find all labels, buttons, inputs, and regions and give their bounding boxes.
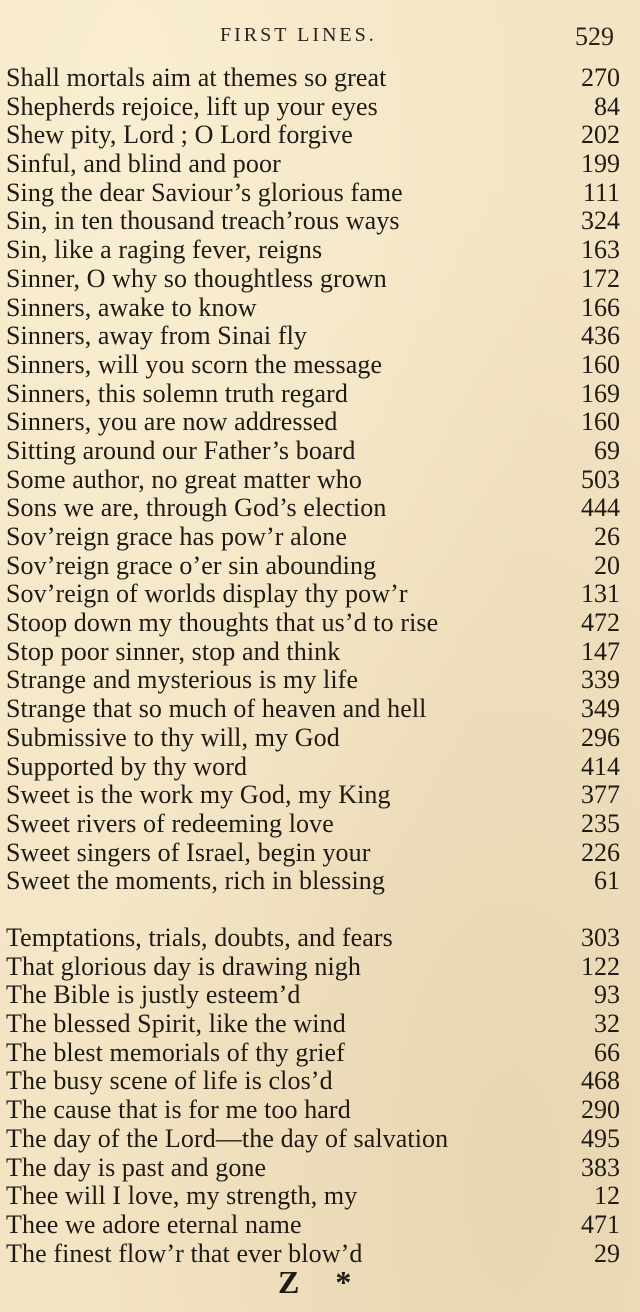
first-line-text: Temptations, trials, doubts, and fears (6, 923, 393, 952)
page-number: 529 (575, 22, 614, 51)
hymn-number: 290 (581, 1095, 620, 1125)
index-entry (6, 1125, 620, 1154)
hymn-number: 172 (581, 263, 620, 293)
index-entry (6, 523, 620, 552)
index-entry (6, 1010, 620, 1039)
hymn-number: 66 (594, 1037, 620, 1067)
hymn-number: 202 (581, 120, 620, 150)
first-line-text: Supported by thy word (6, 751, 248, 781)
hymn-number: 503 (581, 464, 620, 494)
hymn-number: 436 (581, 321, 620, 351)
hymn-number: 131 (581, 579, 620, 609)
hymn-number: 160 (581, 407, 620, 437)
hymn-number: 163 (581, 235, 620, 265)
first-line-text: Submissive to thy will, my God (6, 722, 340, 752)
first-line-text: Strange and mysterious is my life (6, 665, 359, 695)
hymn-number: 93 (594, 980, 620, 1010)
hymn-number: 147 (581, 636, 620, 666)
hymn-number: 111 (582, 177, 620, 207)
index-entry (6, 1039, 620, 1068)
hymn-number: 444 (581, 493, 620, 523)
first-line-text: Sinners, you are now addressed (6, 407, 338, 437)
first-line-text: The busy scene of life is clos’d (6, 1066, 333, 1096)
index-entry (6, 1182, 620, 1211)
first-line-text: The Bible is justly esteem’d (6, 980, 301, 1010)
first-line-text: Sweet the moments, rich in blessing (6, 866, 386, 896)
index-entry (6, 380, 620, 409)
first-line-text: Shepherds rejoice, lift up your eyes (6, 91, 378, 121)
hymn-number: 32 (594, 1009, 620, 1039)
running-title: FIRST LINES. (220, 24, 377, 46)
index-entry (6, 408, 620, 437)
first-line-text: Sov’reign grace has pow’r alone (6, 522, 347, 551)
hymn-number: 122 (581, 951, 620, 981)
hymn-number: 169 (581, 378, 620, 408)
index-entry (6, 1096, 620, 1125)
first-line-text: Sin, in ten thousand treach’rous ways (6, 206, 400, 236)
first-line-text: Sov’reign of worlds display thy pow’r (6, 579, 408, 609)
first-line-text: Sweet is the work my God, my King (6, 780, 391, 810)
hymn-number: 20 (594, 550, 620, 580)
hymn-number: 468 (581, 1066, 620, 1096)
first-line-text: Sinner, O why so thoughtless grown (6, 263, 387, 293)
hymn-number: 235 (581, 808, 620, 838)
index-entry (6, 466, 620, 495)
index-entry (6, 494, 620, 523)
index-entry (6, 121, 620, 150)
index-entry (6, 322, 620, 351)
first-line-text: Shew pity, Lord ; O Lord forgive (6, 120, 353, 150)
index-entry (6, 351, 620, 380)
hymn-number: 61 (594, 866, 620, 896)
index-entry (6, 609, 620, 638)
first-lines-index-t (6, 924, 620, 1268)
first-line-text: Sing the dear Saviour’s glorious fame (6, 177, 403, 207)
index-entry (6, 1154, 620, 1183)
hymn-number: 84 (594, 91, 620, 121)
first-line-text: Some author, no great matter who (6, 464, 362, 494)
index-entry (6, 64, 620, 93)
index-entry (6, 552, 620, 581)
index-entry (6, 236, 620, 265)
page-header (0, 22, 640, 52)
index-entry (6, 867, 620, 896)
hymn-number: 160 (581, 349, 620, 379)
first-line-text: Sinners, away from Sinai fly (6, 321, 308, 351)
index-entry (6, 93, 620, 122)
hymn-number: 383 (581, 1152, 620, 1182)
hymn-number: 472 (581, 608, 620, 638)
hymn-number: 349 (581, 694, 620, 724)
first-line-text: Stoop down my thoughts that us’d to rise (6, 608, 439, 638)
hymn-number: 29 (594, 1238, 620, 1268)
hymn-number: 377 (581, 780, 620, 810)
index-entry (6, 839, 620, 868)
first-line-text: The day is past and gone (6, 1152, 267, 1182)
index-entry (6, 810, 620, 839)
hymn-number: 199 (581, 149, 620, 179)
first-line-text: Sons we are, through God’s election (6, 493, 387, 523)
index-entry (6, 1067, 620, 1096)
index-entry (6, 753, 620, 782)
first-line-text: Strange that so much of heaven and hell (6, 694, 427, 724)
hymn-number: 495 (581, 1123, 620, 1153)
first-line-text: Sinners, will you scorn the message (6, 349, 383, 379)
hymn-number: 166 (581, 292, 620, 322)
index-entry (6, 580, 620, 609)
index-entry (6, 695, 620, 724)
index-entry (6, 294, 620, 323)
first-line-text: Sinful, and blind and poor (6, 149, 281, 179)
first-line-text: Sitting around our Father’s board (6, 435, 356, 465)
hymn-number: 226 (581, 837, 620, 867)
index-entry (6, 207, 620, 236)
first-line-text: Sweet singers of Israel, begin your (6, 837, 371, 867)
first-line-text: Sinners, awake to know (6, 292, 257, 322)
index-entry (6, 179, 620, 208)
first-line-text: The blest memorials of thy grief (6, 1037, 345, 1067)
index-entry (6, 638, 620, 667)
first-line-text: Thee will I love, my strength, my (6, 1181, 358, 1211)
hymn-number: 414 (581, 751, 620, 781)
signature-mark: Z * (278, 1264, 366, 1300)
hymn-number: 296 (581, 722, 620, 752)
hymn-number: 339 (581, 665, 620, 695)
index-entry (6, 724, 620, 753)
first-line-text: The day of the Lord—the day of salvation (6, 1123, 449, 1153)
hymn-number: 270 (581, 63, 620, 92)
first-line-text: Sinners, this solemn truth regard (6, 378, 348, 408)
first-line-text: That glorious day is drawing nigh (6, 951, 361, 981)
index-entry (6, 953, 620, 982)
first-lines-index-s (6, 64, 620, 896)
index-entry (6, 666, 620, 695)
first-line-text: The finest flow’r that ever blow’d (6, 1238, 363, 1268)
first-line-text: The cause that is for me too hard (6, 1095, 351, 1125)
first-line-text: Sov’reign grace o’er sin abounding (6, 550, 377, 580)
hymn-number: 69 (594, 435, 620, 465)
index-entry (6, 924, 620, 953)
index-entry (6, 1211, 620, 1240)
index-entry (6, 781, 620, 810)
first-line-text: Sweet rivers of redeeming love (6, 808, 334, 838)
index-entry (6, 150, 620, 179)
first-line-text: Stop poor sinner, stop and think (6, 636, 341, 666)
hymn-number: 26 (594, 522, 620, 551)
first-line-text: Thee we adore eternal name (6, 1209, 302, 1239)
first-line-text: Sin, like a raging fever, reigns (6, 235, 323, 265)
first-line-text: Shall mortals aim at themes so great (6, 63, 387, 92)
hymn-number: 12 (594, 1181, 620, 1211)
index-entry (6, 981, 620, 1010)
index-entry (6, 265, 620, 294)
first-line-text: The blessed Spirit, like the wind (6, 1009, 346, 1039)
index-entry (6, 437, 620, 466)
hymn-number: 471 (581, 1209, 620, 1239)
hymn-number: 303 (581, 923, 620, 952)
hymn-number: 324 (581, 206, 620, 236)
